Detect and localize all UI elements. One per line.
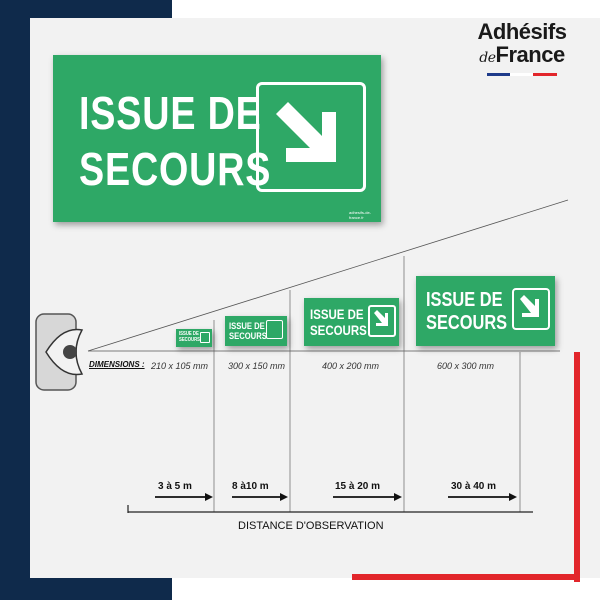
dimensions-label: DIMENSIONS : (89, 360, 145, 369)
exit-sign-300 (225, 316, 287, 346)
exit-sign-600 (416, 276, 555, 346)
distance-1: 3 à 5 m (158, 481, 192, 492)
eye-icon (36, 314, 82, 390)
distance-title: DISTANCE D'OBSERVATION (238, 520, 384, 532)
arrow-box-600 (512, 288, 550, 330)
brand-prefix: de (479, 50, 496, 66)
sign-210-line1: ISSUE DE (179, 331, 199, 337)
size-300: 300 x 150 mm (228, 361, 286, 371)
brand-name: France (495, 42, 565, 67)
sign-400-line2: SECOURS (310, 322, 367, 338)
sign-600-line2: SECOURS (426, 312, 508, 334)
sign-line2: SECOURS (79, 143, 272, 195)
exit-sign-400 (304, 298, 399, 346)
sign-line1: ISSUE DE (79, 87, 262, 139)
sign-300-line2: SECOURS (229, 331, 267, 341)
size-210: 210 x 105 mm (151, 361, 209, 371)
sign-400-line1: ISSUE DE (310, 306, 364, 322)
exit-sign-210 (176, 329, 212, 347)
arrow-box-300 (266, 320, 283, 339)
arrow-down-right-icon (368, 305, 392, 333)
sign-210-line2: SECOURS (179, 337, 201, 343)
size-400: 400 x 200 mm (322, 361, 380, 371)
sign-300-line1: ISSUE DE (229, 321, 265, 331)
arrow-down-right-icon (512, 288, 546, 326)
distance-2: 8 à10 m (232, 481, 269, 492)
distance-arrows (155, 493, 517, 501)
arrow-box-210 (200, 332, 210, 343)
sign-small-text: adhesifs-de-france.fr (349, 210, 372, 220)
distance-3: 15 à 20 m (335, 481, 381, 492)
distance-4: 30 à 40 m (451, 481, 497, 492)
arrow-box-400 (368, 305, 396, 337)
brand-line1: Adhésifs (477, 19, 567, 44)
sign-600-line1: ISSUE DE (426, 289, 503, 311)
size-600: 600 x 300 mm (437, 361, 495, 371)
